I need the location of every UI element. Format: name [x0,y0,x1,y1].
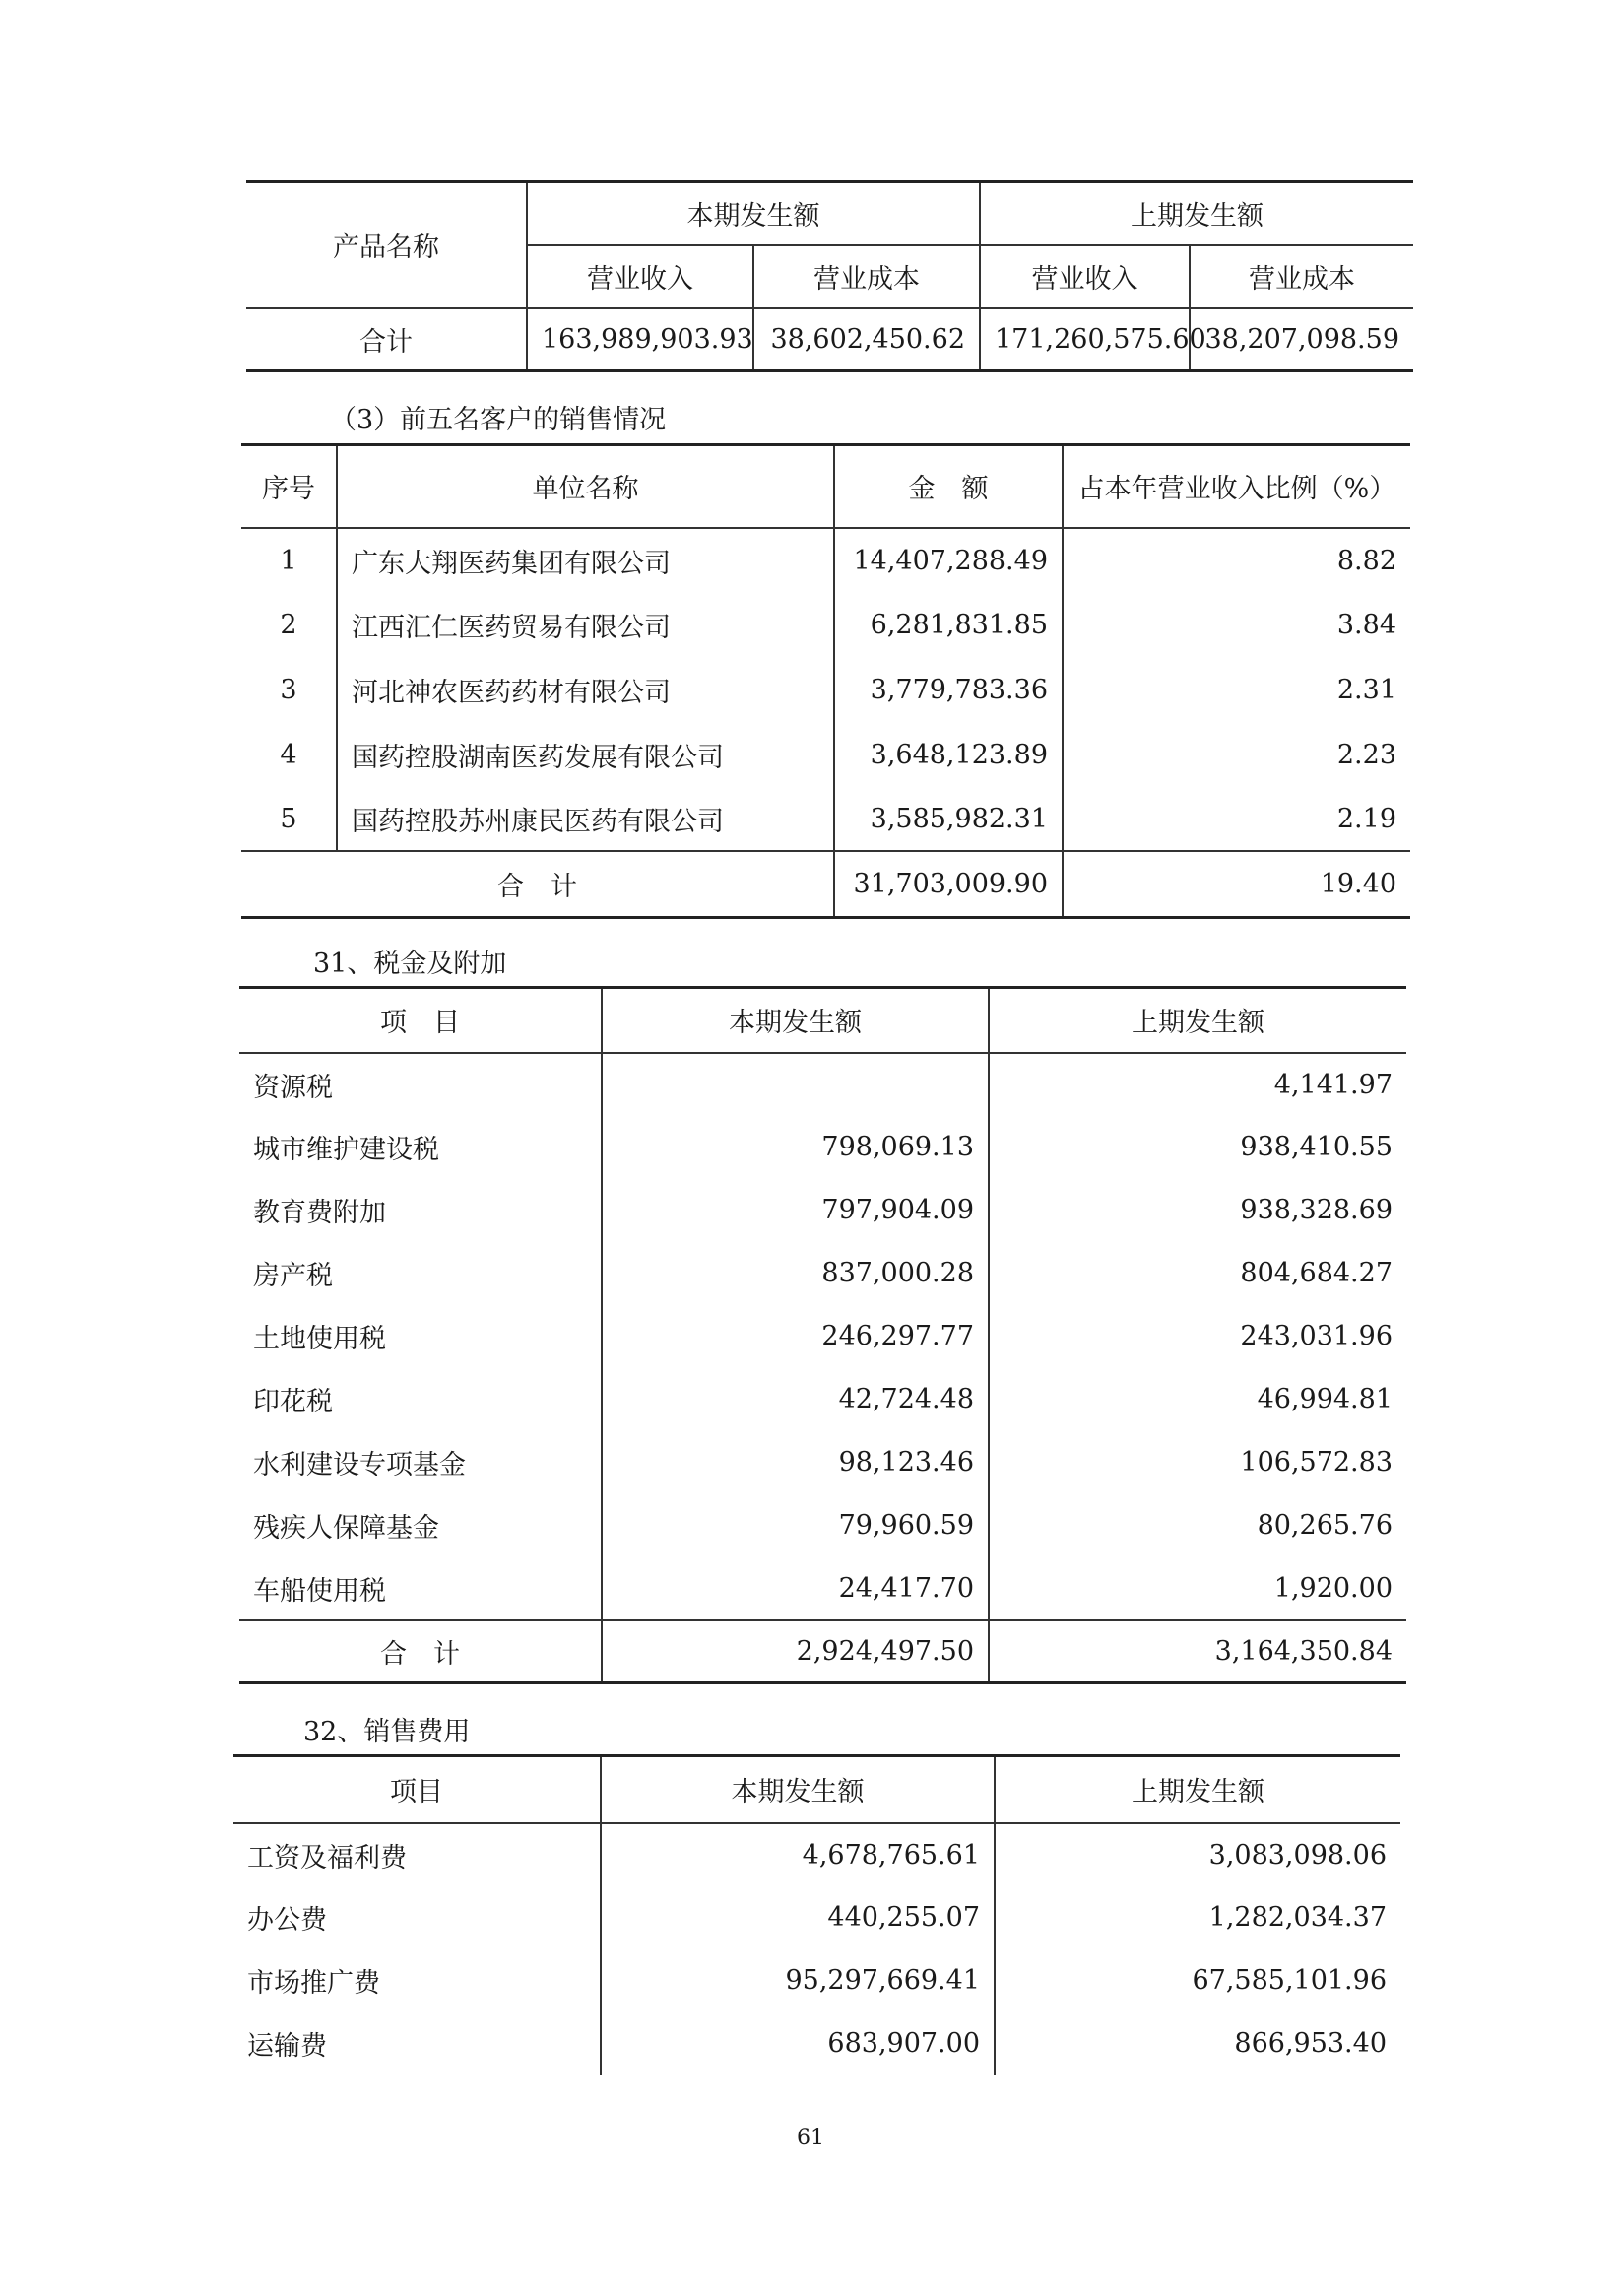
row-ratio: 2.23 [1336,740,1396,770]
header-amount: 金 额 [834,445,1063,528]
total-current-cost: 38,602,450.62 [753,308,980,371]
row-item: 土地使用税 [239,1305,602,1368]
row-item: 教育费附加 [239,1179,602,1242]
header-previous-revenue: 营业收入 [980,245,1190,308]
row-current: 798,069.13 [602,1116,989,1179]
row-ratio: 2.19 [1336,803,1396,834]
row-amount: 14,407,288.49 [834,528,1063,593]
row-previous: 1,920.00 [1273,1572,1393,1604]
row-current: 42,724.48 [602,1368,989,1431]
row-no: 4 [241,723,337,788]
row-item: 运输费 [233,2012,601,2075]
row-item: 房产税 [239,1242,602,1305]
row-previous: 938,328.69 [1240,1195,1393,1225]
row-previous: 1,282,034.37 [1208,1902,1387,1933]
row-name: 国药控股湖南医药发展有限公司 [337,723,834,788]
row-current: 79,960.59 [602,1494,989,1557]
row-current: 683,907.00 [601,2012,995,2075]
page-number: 61 [797,2126,824,2150]
header-current-period: 本期发生额 [527,182,980,245]
row-name: 国药控股苏州康民医药有限公司 [337,788,834,851]
row-item: 印花税 [239,1368,602,1431]
header-ratio: 占本年营业收入比例（%） [1063,445,1410,528]
row-ratio: 3.84 [1336,610,1396,640]
row-item: 工资及福利费 [233,1823,601,1886]
row-no: 3 [241,658,337,723]
row-current: 4,678,765.61 [601,1823,995,1886]
row-item: 残疾人保障基金 [239,1494,602,1557]
header-current: 本期发生额 [601,1756,995,1823]
header-product-name: 产品名称 [246,182,527,308]
row-item: 资源税 [239,1053,602,1116]
header-current-revenue: 营业收入 [527,245,753,308]
total-label: 合 计 [241,851,834,918]
row-current: 98,123.46 [602,1431,989,1494]
row-current: 440,255.07 [601,1886,995,1949]
row-previous: 866,953.40 [1234,2028,1387,2059]
top-customers-table [241,443,1410,919]
row-amount: 6,281,831.85 [834,593,1063,658]
row-current: 837,000.28 [602,1242,989,1305]
header-item: 项 目 [239,988,602,1053]
row-item: 水利建设专项基金 [239,1431,602,1494]
row-ratio: 2.31 [1336,675,1396,705]
row-item: 办公费 [233,1886,601,1949]
row-previous: 243,031.96 [1240,1321,1393,1351]
header-previous-cost: 营业成本 [1190,245,1413,308]
total-label: 合计 [246,308,527,371]
total-previous-revenue: 171,260,575.60 [980,308,1190,371]
row-previous: 46,994.81 [1257,1384,1393,1414]
header-previous: 上期发生额 [995,1756,1400,1823]
row-current [602,1053,989,1116]
header-previous: 上期发生额 [989,988,1406,1053]
taxes-table [239,986,1406,1684]
taxes-caption: 31、税金及附加 [313,949,507,979]
row-name: 广东大翔医药集团有限公司 [337,528,834,593]
product-revenue-table-section [246,180,1413,372]
row-no: 2 [241,593,337,658]
row-amount: 3,779,783.36 [834,658,1063,723]
row-name: 江西汇仁医药贸易有限公司 [337,593,834,658]
total-current: 2,924,497.50 [602,1620,989,1683]
selling-expenses-caption: 32、销售费用 [303,1717,471,1747]
row-no: 1 [241,528,337,593]
top-customers-caption: （3）前五名客户的销售情况 [330,405,667,435]
row-item: 车船使用税 [239,1557,602,1620]
total-previous: 3,164,350.84 [1214,1635,1393,1667]
total-label: 合 计 [239,1620,602,1683]
row-previous: 80,265.76 [1257,1510,1393,1541]
row-item: 市场推广费 [233,1949,601,2012]
taxes-table-section [239,986,1406,1684]
row-previous: 938,410.55 [1240,1132,1393,1162]
row-current: 95,297,669.41 [601,1949,995,2012]
row-amount: 3,648,123.89 [834,723,1063,788]
total-ratio: 19.40 [1320,868,1396,899]
row-current: 24,417.70 [602,1557,989,1620]
total-current-revenue: 163,989,903.93 [527,308,753,371]
row-current: 797,904.09 [602,1179,989,1242]
header-current: 本期发生额 [602,988,989,1053]
row-previous: 3,083,098.06 [1208,1839,1387,1870]
header-previous-period: 上期发生额 [980,182,1413,245]
row-name: 河北神农医药药材有限公司 [337,658,834,723]
row-previous: 67,585,101.96 [1192,1965,1387,1996]
product-revenue-table [246,180,1413,372]
row-previous: 4,141.97 [1273,1069,1393,1100]
header-name: 单位名称 [337,445,834,528]
row-current: 246,297.77 [602,1305,989,1368]
top-customers-table-section [241,443,1410,919]
row-ratio: 8.82 [1336,545,1396,576]
selling-expenses-table [233,1754,1400,2075]
selling-expenses-table-section [233,1754,1400,2075]
header-current-cost: 营业成本 [753,245,980,308]
total-amount: 31,703,009.90 [834,851,1063,918]
row-previous: 804,684.27 [1240,1258,1393,1288]
row-previous: 106,572.83 [1240,1447,1393,1477]
row-no: 5 [241,788,337,851]
header-item: 项目 [233,1756,601,1823]
row-amount: 3,585,982.31 [834,788,1063,851]
header-no: 序号 [241,445,337,528]
total-previous-cost: 38,207,098.59 [1204,323,1399,355]
row-item: 城市维护建设税 [239,1116,602,1179]
